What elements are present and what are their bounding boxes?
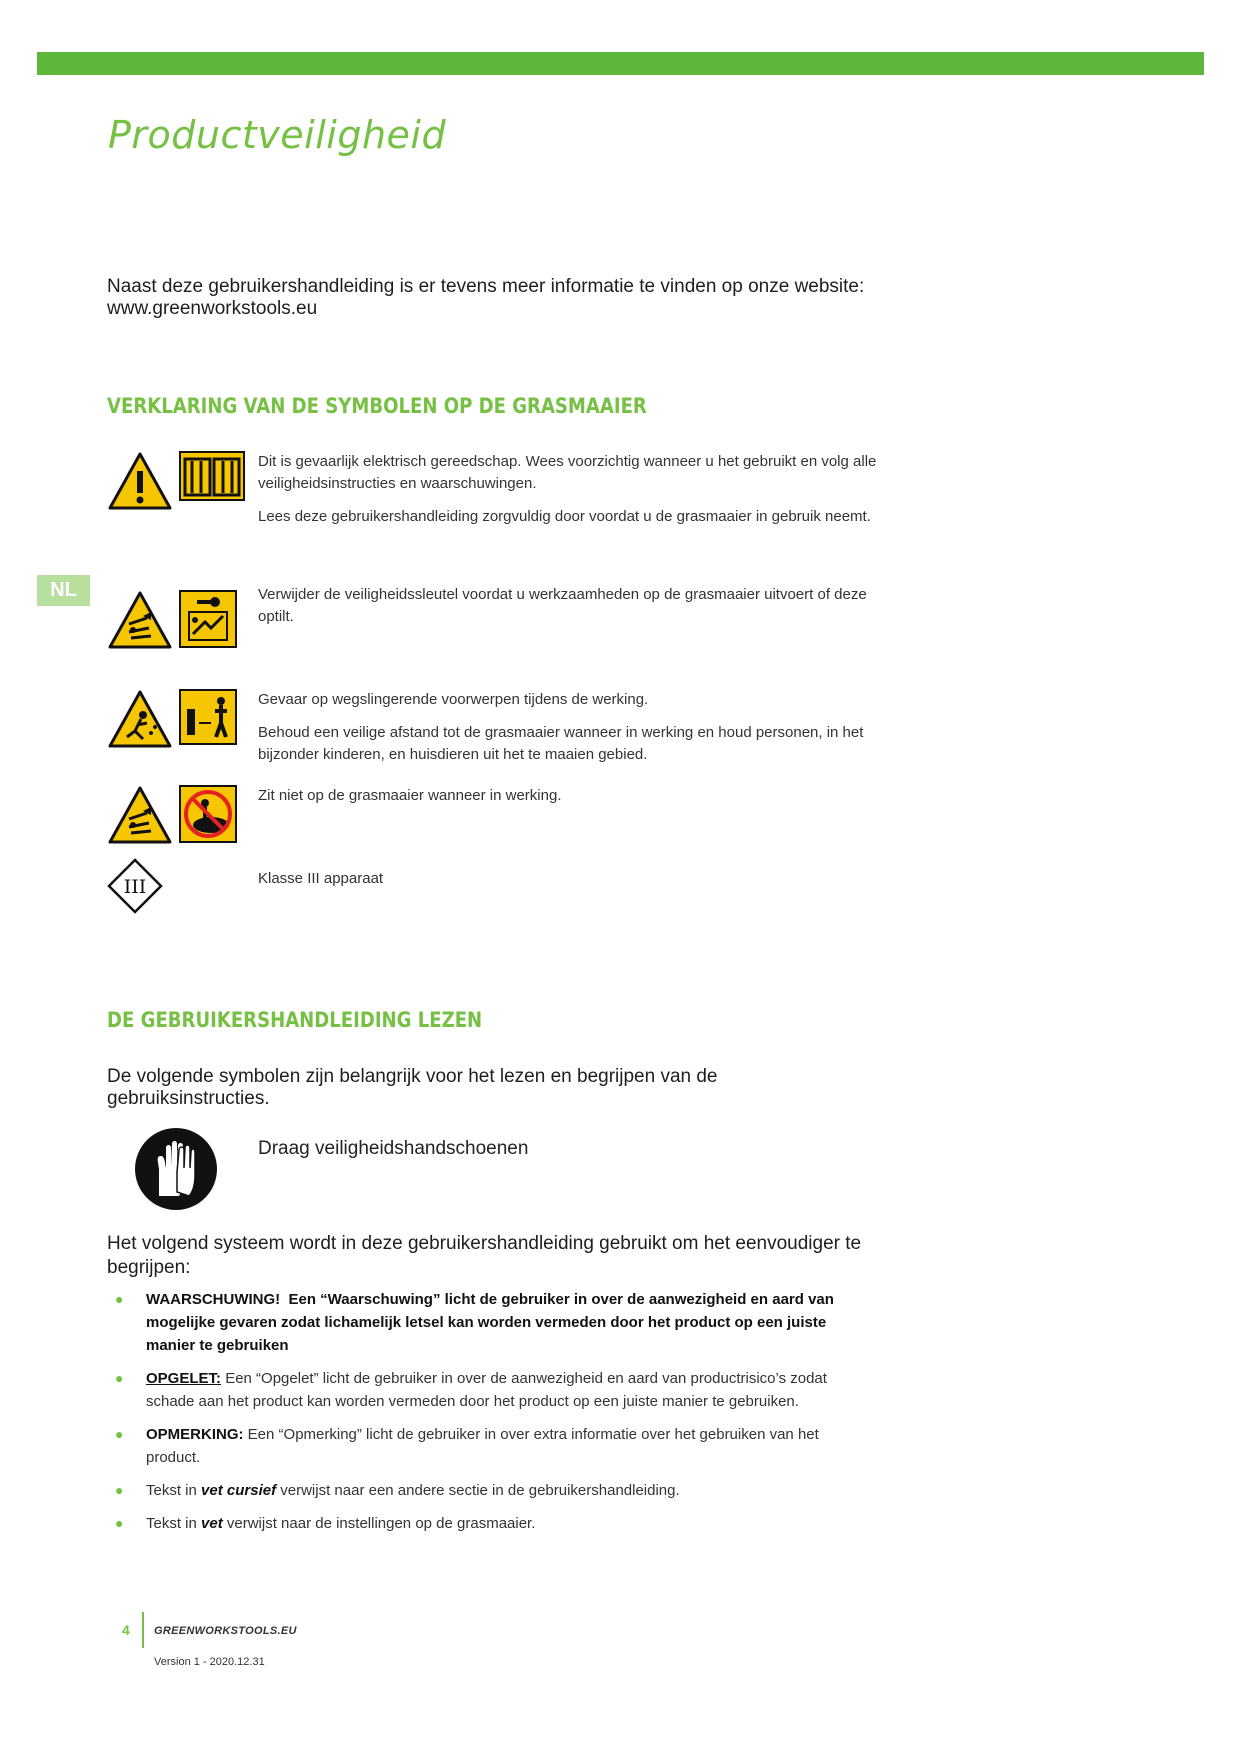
manual-section-heading: DE GEBRUIKERSHANDLEIDING LEZEN [107,1008,483,1032]
symbol-description: Dit is gevaarlijk elektrisch gereedschap. Wees voorzichtig wanneer u het gebruikt en volg alle veiligheidsinstructies en waarschuwingen. [258,453,877,492]
symbol-row-3 [107,689,887,779]
symbol-row-4 [107,785,887,855]
symbol-row-1-text [258,451,878,539]
list-item-note [107,1423,877,1469]
symbol-row-5-text [258,868,878,901]
symbol-description: Klasse III apparaat [258,870,384,887]
page-title: Productveiligheid [108,113,447,157]
bullet-dot: ● [115,1482,124,1498]
bold-italic-word: vet cursief [201,1482,277,1499]
symbol-description: Zit niet op de grasmaaier wanneer in werking. [258,787,562,804]
bold-prefix: Tekst in [146,1515,197,1532]
footer-version: Version 1 - 2020.12.31 [154,1656,265,1668]
no-riding-icon [179,785,237,843]
list-item-bold-italic [107,1479,877,1502]
system-intro: Het volgend systeem wordt in deze gebruikershandleiding gebruikt om het eenvoudiger te begrijpen: [107,1233,862,1278]
gloves-label: Draag veiligheidshandschoenen [258,1138,529,1159]
remove-key-icon [179,590,237,648]
symbol-row-5 [107,858,887,918]
warning-triangle-icon [107,451,173,511]
list-item-caution [107,1367,877,1413]
top-brand-bar [37,52,1204,75]
read-manual-icon [179,451,245,501]
note-label: OPMERKING: [146,1426,244,1443]
symbol-row-1 [107,451,887,561]
footer-website: GREENWORKSTOOLS.EU [154,1625,297,1637]
bullet-dot: ● [115,1370,124,1386]
bold-word: vet [201,1515,223,1532]
symbol-description: Lees deze gebruikershandleiding zorgvuldig door voordat u de grasmaaier in gebruik neemt. [258,508,871,525]
manual-intro: De volgende symbolen zijn belangrijk voor het lezen en begrijpen van de gebruiksinstructies. [107,1066,718,1109]
symbol-row-3-text [258,689,878,777]
symbol-row-2-text [258,584,878,639]
symbol-description: Verwijder de veiligheidssleutel voordat u werkzaamheden op de grasmaaier uitvoert of deze optilt. [258,586,867,625]
bullet-dot: ● [115,1291,124,1307]
blade-hazard-icon [107,785,173,845]
symbol-row-4-text [258,785,878,818]
bold-italic-prefix: Tekst in [146,1482,197,1499]
bullet-dot: ● [115,1426,124,1442]
caution-label: OPGELET: [146,1370,222,1387]
symbol-description: Gevaar op wegslingerende voorwerpen tijdens de werking. [258,691,649,708]
language-badge: NL [37,575,90,606]
list-item-bold [107,1512,877,1535]
page-number: 4 [122,1622,130,1638]
class-iii-label: III [123,876,147,898]
gloves-icon [133,1126,219,1212]
list-item-warning [107,1288,877,1357]
caution-text: Een “Opgelet” licht de gebruiker in over de aanwezigheid en aard van productrisico’s zodat schade aan het product kan worden vermeden door het product op een juiste manier te gebruiken. [146,1370,827,1410]
note-text: Een “Opmerking” licht de gebruiker in over extra informatie over het gebruiken van het product. [146,1426,819,1466]
warning-label: WAARSCHUWING! [146,1291,281,1308]
footer-divider [142,1612,144,1648]
bullet-dot: ● [115,1515,124,1531]
blade-hazard-icon [107,590,173,650]
symbol-row-2 [107,584,887,654]
symbols-section-heading: VERKLARING VAN DE SYMBOLEN OP DE GRASMAAIER [107,394,647,418]
bold-italic-suffix: verwijst naar een andere sectie in de gebruikershandleiding. [280,1482,680,1499]
warning-text: Een “Waarschuwing” licht de gebruiker in over de aanwezigheid en aard van mogelijke gevaren zodat lichamelijk letsel kan worden vermeden door het product op een juiste manier te gebruiken [146,1291,834,1354]
symbol-description: Behoud een veilige afstand tot de grasmaaier wanneer in werking en houd personen, in het bijzonder kinderen, en huisdieren uit het te maaien gebied. [258,724,864,763]
bold-suffix: verwijst naar de instellingen op de grasmaaier. [226,1515,536,1532]
convention-list [107,1288,877,1545]
thrown-objects-icon [107,689,173,749]
keep-distance-icon [179,689,237,745]
class-iii-icon [107,858,163,914]
intro-paragraph: Naast deze gebruikershandleiding is er tevens meer informatie te vinden op onze website: www.greenworkstools.eu [107,276,865,319]
